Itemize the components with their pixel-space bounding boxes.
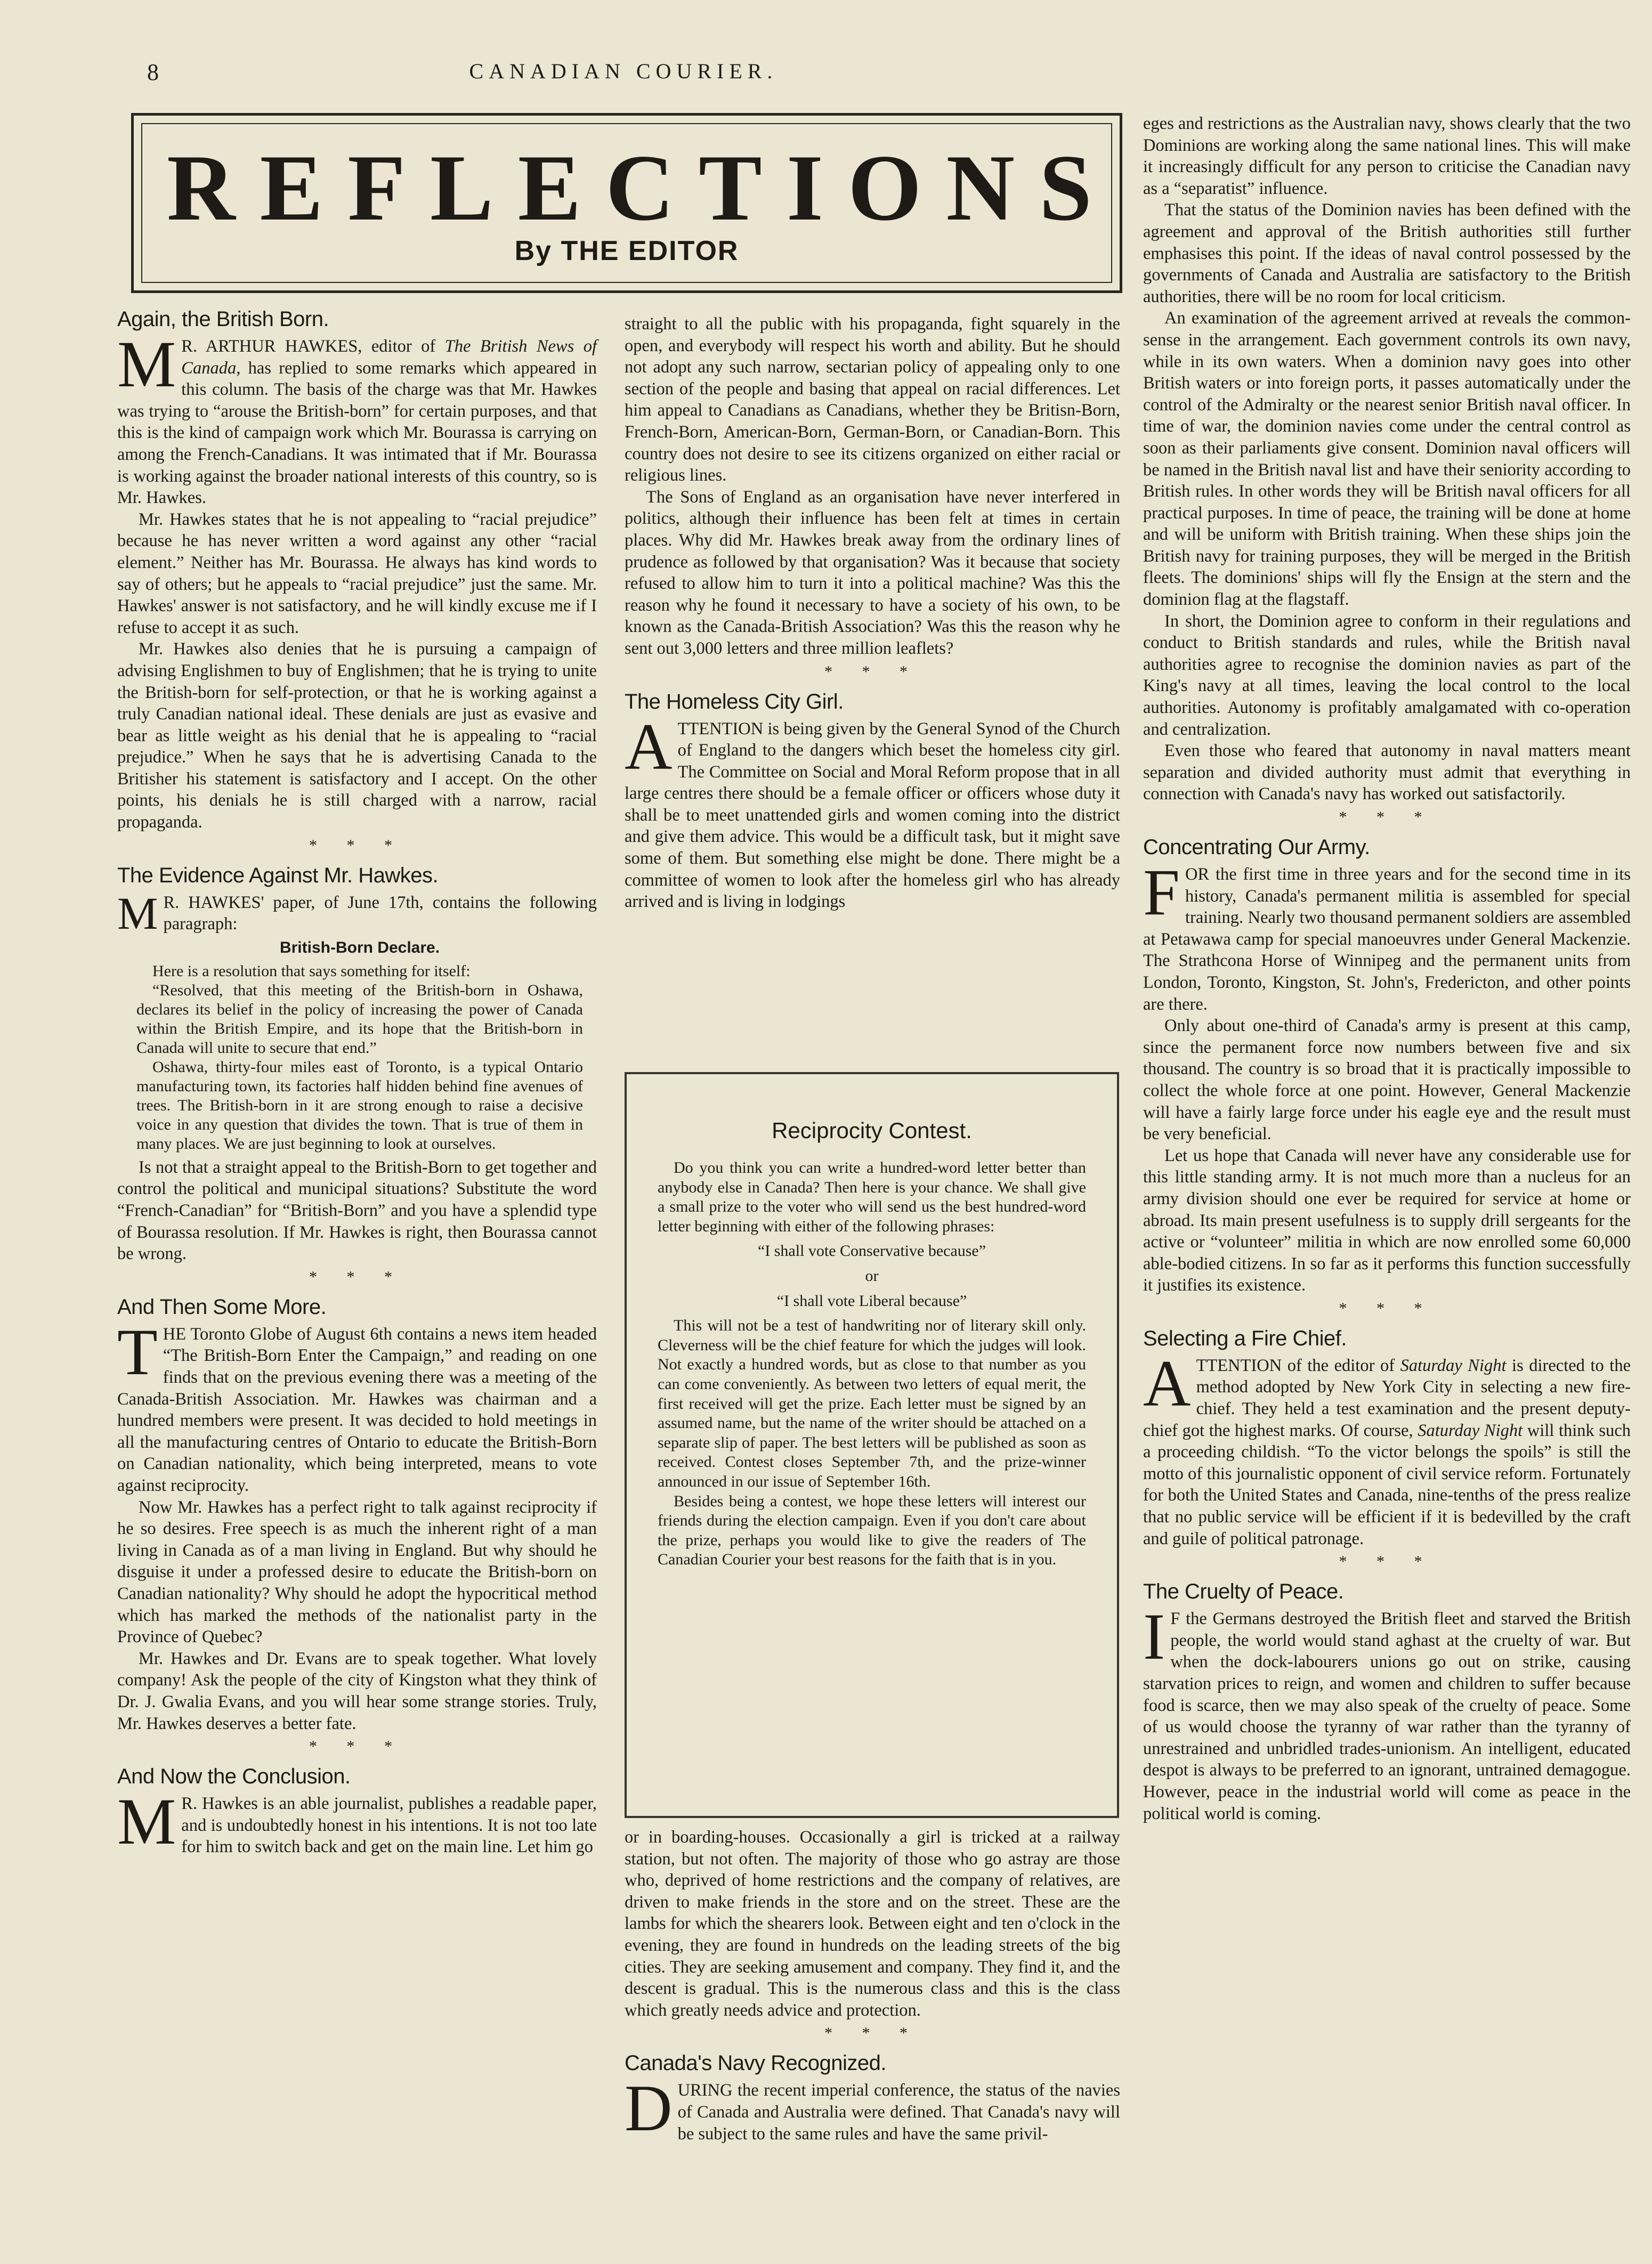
paragraph: Only about one-third of Canada's army is present at this camp, since the permanent force now numbers between five and six thousand. The country is so broad that it is practically impossible to collect the whole force at one point. However, General Mackenzie will have a fairly large force under his eagle eye and the result must be very beneficial. (1143, 1016, 1631, 1144)
contest-content (658, 1118, 1086, 1570)
column-right (1143, 113, 1631, 1824)
paragraph: Mr. Hawkes states that he is not appealing to “racial prejudice” because he has never written a word against any other “racial element.” Neither has Mr. Bourassa. He always has kind words to say of others; but he appeals to “racial prejudice” just the same. Mr. Hawkes' answer is not satisfactory, and he will kindly excuse me if I refuse to accept it as such. (117, 509, 597, 637)
paragraph (117, 1315, 597, 1497)
text-run: TTENTION is being given by the General Synod of the Church of England to the dangers which beset the homeless city girl. The Committee on Social and Moral Reform propose that in all large centres there should be a female officer or officers whose duty it shall be to meet unattended girls and women coming into the district and give them advice. This would be a difficult task, but it might save some of them. But something else might be done. There might be a committee of women to look after the homeless girl who has already arrived and is living in lodgings (625, 719, 1120, 912)
drop-cap: M (117, 887, 158, 939)
quoted-paragraph (136, 938, 583, 1154)
heading-some-more: And Then Some More. (117, 1295, 327, 1319)
paragraph: or in boarding-houses. Occasionally a girl is tricked at a railway station, but not often. The majority of those who go astray are those who, deprived of home restrictions and the company of relatives, are driven to make friends in the store and on the street. These are the lambs for which the shearers look. Between eight and ten o'clock in the evening, they are found in hundreds on the leading streets of the big cities. They are seeking amusement and company. They find it, and the descent is gradual. This is the numerous class and this is the class which greatly needs advice and protection. (625, 1828, 1120, 2020)
heading-peace: The Cruelty of Peace. (1143, 1580, 1344, 1604)
heading-homeless: The Homeless City Girl. (625, 689, 844, 713)
quote-text: Oshawa, thirty-four miles east of Toronto, is a typical Ontario manufacturing town, its factories half hidden behind fine avenues of trees. The British-born in it are strong enough to raise a decisive voice in any question that divides the town. That is true of them in many places. We are just beginning to look at ourselves. (136, 1058, 583, 1153)
section-separator: * * * (1339, 808, 1435, 826)
newspaper-title: Saturday Night (1400, 1356, 1507, 1375)
heading-evidence: The Evidence Against Mr. Hawkes. (117, 863, 439, 887)
text-run: will think such a proceeding childish. “To the victor belongs the spoils” is still the motto of this journalistic opponent of civil service reform. Fortunately for both the United States and Canada, nine-tenths of the press realize that no public service will be efficient if it is bedevilled by the craft and guile of political patronage. (1143, 1421, 1631, 1548)
contest-or: or (865, 1267, 879, 1285)
heading-army: Concentrating Our Army. (1143, 835, 1370, 859)
section-separator: * * * (309, 836, 405, 854)
paragraph (117, 1785, 597, 1859)
contest-paragraph: Do you think you can write a hundred-word letter better than anybody else in Canada? Then here is your chance. We shall give a small prize to the voter who will send us the best hundred-word letter beginning with either of the following phrases: (658, 1159, 1086, 1235)
paragraph: Now Mr. Hawkes has a perfect right to talk against reciprocity if he so desires. Free speech is as much the inherent right of a man living in Canada as of a man living in England. But why should he disguise it under a professed desire to educate the British-born on Canadian nationality? Why should he adopt the hypocritical method which has marked the methods of the nationalist party in the Province of Quebec? (117, 1497, 597, 1647)
column-middle-bottom (625, 1827, 1120, 2145)
paragraph (625, 2072, 1120, 2145)
contest-paragraph: Besides being a contest, we hope these letters will interest our friends during the election campaign. Even if you don't care about the prize, perhaps you would like to give the readers of The Canadian Courier your best reasons for the faith that is in you. (658, 1492, 1086, 1569)
drop-cap: D (625, 2072, 673, 2145)
paragraph: The Sons of England as an organisation have never interfered in politics, although their influence has been felt at times in certain places. Why did Mr. Hawkes break away from the ordinary lines of prudence as followed by that organisation? Was it because that society refused to allow him to turn it into a political machine? Was this the reason why he found it necessary to have a society of his own, to be known as the Canada-British Association? Was this the reason why he sent out 3,000 letters and three million leaflets? (625, 487, 1120, 658)
quote-text: Here is a resolution that says something for itself: (152, 962, 471, 980)
paragraph (1143, 856, 1631, 1015)
paragraph: An examination of the agreement arrived at reveals the common-sense in the arrangement. Each government controls its own navy, while in its own waters. When a dominion navy goes into other British waters or into foreign ports, it passes automatically under the control of the Admiralty or the nearest senior British naval officer. In time of war, the dominion navies come under the central control as soon as their parliaments give consent. Dominion naval officers will be named in the British naval list and have their seniority according to British rules. In other words they will be British naval officers for all practical purposes. In time of peace, the training will be done at home and will be uniform with British training. When these ships join the British navy for training purposes, they will be merged in the British fleets. The dominions' ships will fly the Ensign at the stern and the dominion flag at the flagstaff. (1143, 309, 1631, 610)
paragraph (1143, 1600, 1631, 1824)
drop-cap: F (1143, 856, 1180, 929)
heading-fire-chief: Selecting a Fire Chief. (1143, 1326, 1347, 1350)
drop-cap: A (625, 710, 673, 783)
contest-phrase: “I shall vote Liberal because” (776, 1292, 967, 1310)
text-run: R. HAWKES' paper, of June 17th, contains the following paragraph: (163, 892, 597, 934)
paragraph: Is not that a straight appeal to the British-Born to get together and control the political and municipal situations? Substitute the word “French-Canadian” for “British-Born” and you have a splendid type of Bourassa resolution. If Mr. Hawkes is right, then Bourassa cannot be wrong. (117, 1157, 597, 1264)
masthead-title: REFLECTIONS (167, 135, 1116, 240)
contest-paragraph: This will not be a test of handwriting nor of literary skill only. Cleverness will be the chief feature for which the judges will look. Not exactly a hundred words, but as close to that number as you can come conveniently. As between two letters of equal merit, the first received will get the prize. Each letter must be signed by an assumed name, but the name of the writer should be attached on a separate slip of paper. The best letters will be published as soon as received. Contest closes September 7th, and the prize-winner announced in our issue of September 16th. (658, 1317, 1086, 1490)
running-header (0, 59, 1652, 91)
contest-phrase: “I shall vote Conservative because” (757, 1242, 986, 1260)
section-separator: * * * (1339, 1553, 1435, 1571)
text-run: F the Germans destroyed the British fleet and starved the British people, the world would stand aghast at the cruelty of war. But when the dock-labourers unions go out on strike, causing starvation prices to reign, and women and children to suffer because food is scarce, then we may also speak of the cruelty of peace. Some of us would choose the tyranny of war rather than the tyranny of unrestrained and unbridled trades-unionism. An intelligent, educated despot is always to be preferred to an ignorant, untrained demagogue. However, peace in the industrial world will come as peace in the political world is coming. (1143, 1609, 1631, 1823)
quote-text: “Resolved, that this meeting of the British-born in Oshawa, declares its belief in the policy of increasing the power of Canada within the British Empire, and its hope that the British-born in Canada will unite to secure that end.” (136, 981, 583, 1057)
paragraph: straight to all the public with his propaganda, fight squarely in the open, and everybody will respect his worth and ability. But he should not adopt any such narrow, sectarian policy of appealing only to one section of the people and basing that appeal on racial differences. Let him appeal to Canadians as Canadians, whether they be Britisn-Born, French-Born, American-Born, German-Born, or Canadian-Born. This country does not desire to see its citizens organized on either racial or religious lines. (625, 314, 1120, 485)
paragraph: Mr. Hawkes and Dr. Evans are to speak together. What lovely company! Ask the people of the city of Kingston what they think of Dr. J. Gwalia Evans, and you will hear some strange stories. Truly, Mr. Hawkes deserves a better fate. (117, 1649, 597, 1733)
paragraph (1143, 1346, 1631, 1549)
paragraph (117, 328, 597, 509)
section-separator: * * * (824, 2024, 920, 2042)
section-separator: * * * (309, 1268, 405, 1286)
section-separator: * * * (309, 1738, 405, 1756)
paragraph (625, 710, 1120, 913)
page-number: 8 (147, 59, 159, 85)
contest-heading: Reciprocity Contest. (772, 1118, 972, 1143)
text-run: URING the recent imperial conference, the status of the navies of Canada and Australia were defined. That Canada's navy will be subject to the same rules and have the same privil- (677, 2081, 1120, 2144)
heading-conclusion: And Now the Conclusion. (117, 1765, 351, 1789)
masthead-inner-border (141, 123, 1116, 283)
text-run: HE Toronto Globe of August 6th contains a news item headed “The British-Born Enter the Campaign,” and reading on one finds that on the previous evening there was a meeting of the Canada-British Association. Mr. Hawkes was chairman and a hundred members were present. It was decided to hold meetings in all the manufacturing centres of Ontario to educate the British-Born on Canadian nationality, which being interpreted, means to vote against reciprocity. (117, 1324, 597, 1495)
heading-british-born: Again, the British Born. (117, 307, 329, 331)
column-middle-top (625, 313, 1120, 913)
newspaper-title: Saturday Night (1418, 1421, 1523, 1440)
text-run: has replied to some remarks which appeared in this column. The basis of the charge was that Mr. Hawkes was trying to “arouse the British-born” for certain purposes, and that this is the kind of campaign work which Mr. Bourassa is carrying on among the French-Canadians. It was intimated that if Mr. Bourassa is working against the broader national interests of this country, so is Mr. Hawkes. (117, 358, 597, 508)
text-run: is directed to the method adopted by New York City in selecting a new fire-chief. They held a test examination and the present deputy-chief got the highest marks. Of course, (1143, 1356, 1631, 1440)
text-run: TTENTION of the editor of (1196, 1356, 1400, 1375)
newspaper-title: The British News of Canada, (181, 337, 597, 378)
reciprocity-contest-box (625, 1072, 1119, 1818)
section-separator: * * * (824, 662, 920, 680)
section-separator: * * * (1339, 1299, 1435, 1317)
paragraph (117, 887, 597, 939)
publication-title: CANADIAN COURIER. (469, 59, 778, 83)
drop-cap: M (117, 1785, 176, 1859)
text-run: R. ARTHUR HAWKES, editor of (181, 337, 445, 356)
text-run: R. Hawkes is an able journalist, publishes a readable paper, and is undoubtedly honest in his intentions. It is not too late for him to switch back and get on the main line. Let him go (181, 1794, 597, 1857)
paragraph: In short, the Dominion agree to conform in their regulations and conduct to British standards and rules, while the British naval authorities agree to recognise the dominion navies as part of the King's navy at all times, leaving the local control to the local authorities. Autonomy is profitably amalgamated with co-operation and centralization. (1143, 611, 1631, 739)
paragraph: eges and restrictions as the Australian navy, shows clearly that the two Dominions are working along the same national lines. This will make it increasingly difficult for any person to criticise the Canadian navy as a “separatist” influence. (1143, 114, 1631, 198)
masthead-byline: By THE EDITOR (514, 236, 739, 266)
heading-navy: Canada's Navy Recognized. (625, 2051, 886, 2075)
column-left (117, 304, 597, 1858)
drop-cap: I (1143, 1600, 1165, 1674)
masthead-box (131, 113, 1122, 293)
paragraph: Even those who feared that autonomy in naval matters meant separation and divided authority must admit that everything in connection with Canada's navy has worked out satisfactorily. (1143, 741, 1631, 804)
paragraph: Let us hope that Canada will never have any considerable use for this little standing army. It is not much more than a nucleus for an army division should one ever be required for service at home or abroad. Its main present usefulness is to supply drill sergeants for the active or “volunteer” militia in which are now enrolled some 60,000 able-bodied citizens. In so far as it performs this function successfully it justifies its existence. (1143, 1146, 1631, 1295)
text-run: OR the first time in three years and for the second time in its history, Canada's permanent militia is assembled for special training. Nearly two thousand permanent soldiers are assembled at Petawawa camp for special manoeuvres under General Mackenzie. The Strathcona Horse of Winnipeg and the permanent units from London, Toronto, Kingston, St. John's, Fredericton, and other points are there. (1143, 865, 1631, 1014)
paragraph: That the status of the Dominion navies has been defined with the agreement and approval of the British authorities still further emphasises this point. If the ideas of naval control possessed by the governments of Canada and Australia are satisfactory to the British authorities, there will be no room for local criticism. (1143, 200, 1631, 306)
drop-cap: T (117, 1315, 158, 1389)
drop-cap: M (117, 328, 176, 401)
drop-cap: A (1143, 1346, 1191, 1420)
quote-title: British-Born Declare. (279, 938, 440, 956)
paragraph: Mr. Hawkes also denies that he is pursuing a campaign of advising Englishmen to buy of Englishmen; that he is trying to unite the British-born for self-protection, or that he is working against a truly Canadian national ideal. These denials are just as evasive and bear as little weight as his denial that he is appealing to “racial prejudice.” When he says that he is advertising Canada to the Britisher his statement is satisfactory and I accept. On the other points, his denials he is still charged with a narrow, racial propaganda. (117, 639, 597, 832)
